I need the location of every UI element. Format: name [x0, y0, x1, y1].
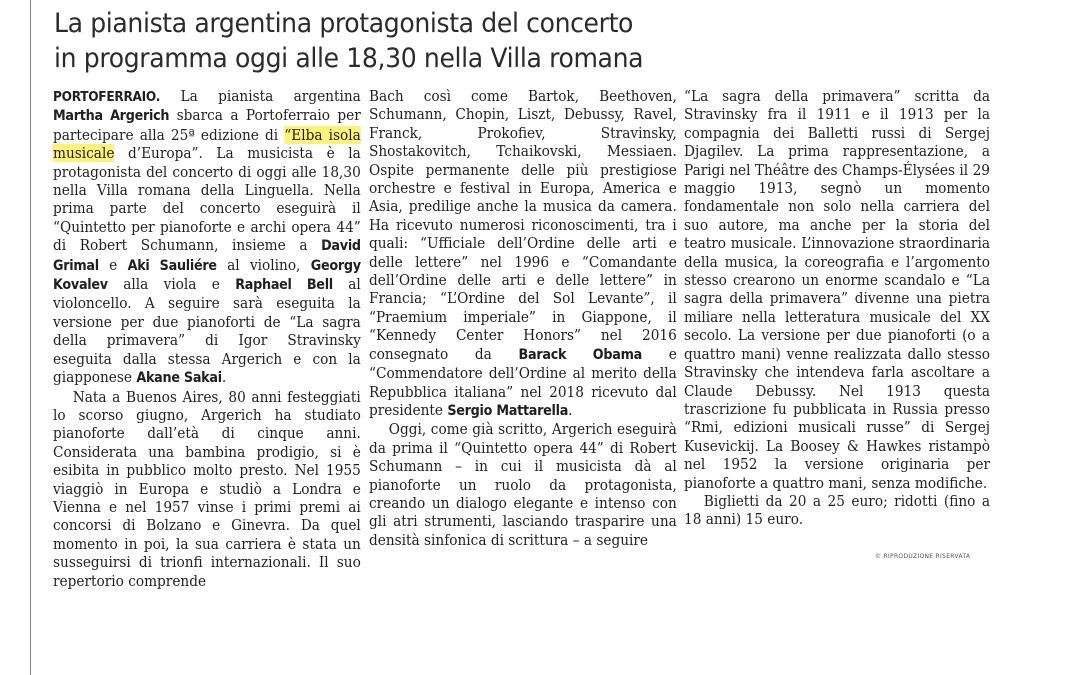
highlighted-text: “Elba isola musicale — [53, 125, 361, 163]
article-column-2 — [369, 87, 677, 549]
name-sakai: Akane Sakai — [136, 370, 222, 387]
headline-line-1: La pianista argentina protagonista del concerto — [54, 8, 634, 39]
text-run: . — [568, 400, 573, 419]
dateline: PORTOFERRAIO. — [53, 89, 161, 105]
name-bell: Raphael Bell — [235, 277, 333, 294]
name-kovalev: Georgy Kovalev — [53, 257, 361, 294]
paragraph-4: Oggi, come già scritto, Argerich eseguirà da prima il “Quintetto opera 44” di Robert Schumann – in cui il musicista dà al pianoforte un ruolo da protagonista, creando un dialogo elegante e intenso con gli atri strumenti, lasciando trasparire una densità sinfonica di scrittura – a seguire — [369, 420, 677, 549]
name-grimal: David Grimal — [53, 238, 361, 274]
text-run: e “Commendatore dell’Ordine al merito della Repubblica italiana” nel 2018 ricevuto dal presidente — [369, 344, 677, 419]
copyright-notice: © RIPRODUZIONE RISERVATA — [875, 553, 971, 560]
name-argerich: Martha Argerich — [53, 108, 170, 125]
paragraph-2: Nata a Buenos Aires, 80 anni festeggiati lo scorso giugno, Argerich ha studiato pianoforte dall’età di cinque anni. Considerata una bambina prodigio, si è esibita in pubblico molto presto. Nel 1955 viaggiò in Europa e studiò a Londra e Vienna e nel 1957 vinse i primi premi ai concorsi di Bolzano e Ginevra. Da quel momento in poi, la sua carriera è stata un susseguirsi di trionfi internazionali. Il suo repertorio comprende — [53, 387, 361, 590]
name-sauliere: Aki Sauliére — [127, 257, 217, 274]
name-mattarella: Sergio Mattarella — [447, 402, 569, 419]
paragraph-5: “La sagra della primavera” scritta da Stravinsky fra il 1911 e il 1913 per la compagnia dei Balletti russi di Sergej Djagilev. La prima rappresentazione, a Parigi nel Théâtre des Champs-Élysées il 29 maggio 1913, segnò un momento fondamentale non solo nella carriera del suo autore, ma anche per la storia del teatro musicale. L’innovazione straordinaria della musica, la coreografia e l’argomento stesso crearono un enorme scandalo e “La sagra della primavera” divenne una pietra miliare nella letteratura musicale del XX secolo. La versione per due pianoforti (o a quattro mani) venne realizzata dallo stesso Stravinsky che intendeva farla ascoltare a Claude Debussy. Nel 1913 questa trascrizione fu pubblicata in Russia presso “Rmi, edizioni musicali russe” di Sergej Kusevickij. La Boosey & Hawkes ristampò nel 1952 la versione originaria per pianoforte a quattro mani, senza modifiche. — [684, 87, 990, 492]
article-column-3 — [684, 87, 990, 529]
text-run: al violino, — [216, 255, 311, 274]
text-run: e — [98, 255, 128, 274]
paragraph-1 — [53, 87, 361, 388]
paragraph-tickets: Biglietti da 20 a 25 euro; ridotti (fino a 18 anni) 15 euro. — [684, 491, 990, 529]
text-run: Bach così come Bartok, Beethoven, Schumann, Chopin, Liszt, Debussy, Ravel, Franck, Prokofiev, Stravinsky, Shostakovitch, Tchaikovski, Messiaen. Ospite permanente delle più prestigiose orchestre e festival in Europa, America e Asia, predilige anche la musica da camera. Ha ricevuto numerosi riconoscimenti, tra i quali: “Ufficiale dell’Ordine delle arti e delle lettere” nel 1996 e “Comandante dell’Ordine delle arti e delle lettere” in Francia; “L’Ordine del Sol Levante”, il “Praemium imperiale” in Giappone, il “Kennedy Center Honors” nel 2016 consegnato da — [369, 87, 677, 363]
article-headline — [54, 6, 891, 76]
paragraph-3 — [369, 87, 677, 420]
text-run: . — [221, 368, 227, 387]
page-edge-rule — [30, 0, 31, 675]
name-obama: Barack Obama — [518, 346, 642, 363]
text-run: sbarca a Portoferraio per partecipare alla 25ª edizione di — [53, 106, 361, 144]
text-run: La pianista argentina — [160, 87, 361, 105]
text-run: al violoncello. A seguire sarà eseguita la versione per due pianoforti de “La sagra della primavera” di Igor Stravinsky eseguita dalla stessa Argerich e con la giapponese — [53, 275, 361, 387]
text-run: d’Europa”. La musicista è la protagonista del concerto di oggi alle 18,30 nella Villa romana della Linguella. Nella prima parte del concerto eseguirà il “Quintetto per pianoforte e archi opera 44” di Robert Schumann, insieme a — [53, 144, 361, 255]
text-run: alla viola e — [107, 275, 236, 294]
headline-line-2: in programma oggi alle 18,30 nella Villa romana — [54, 43, 644, 74]
article-column-1 — [53, 87, 361, 590]
